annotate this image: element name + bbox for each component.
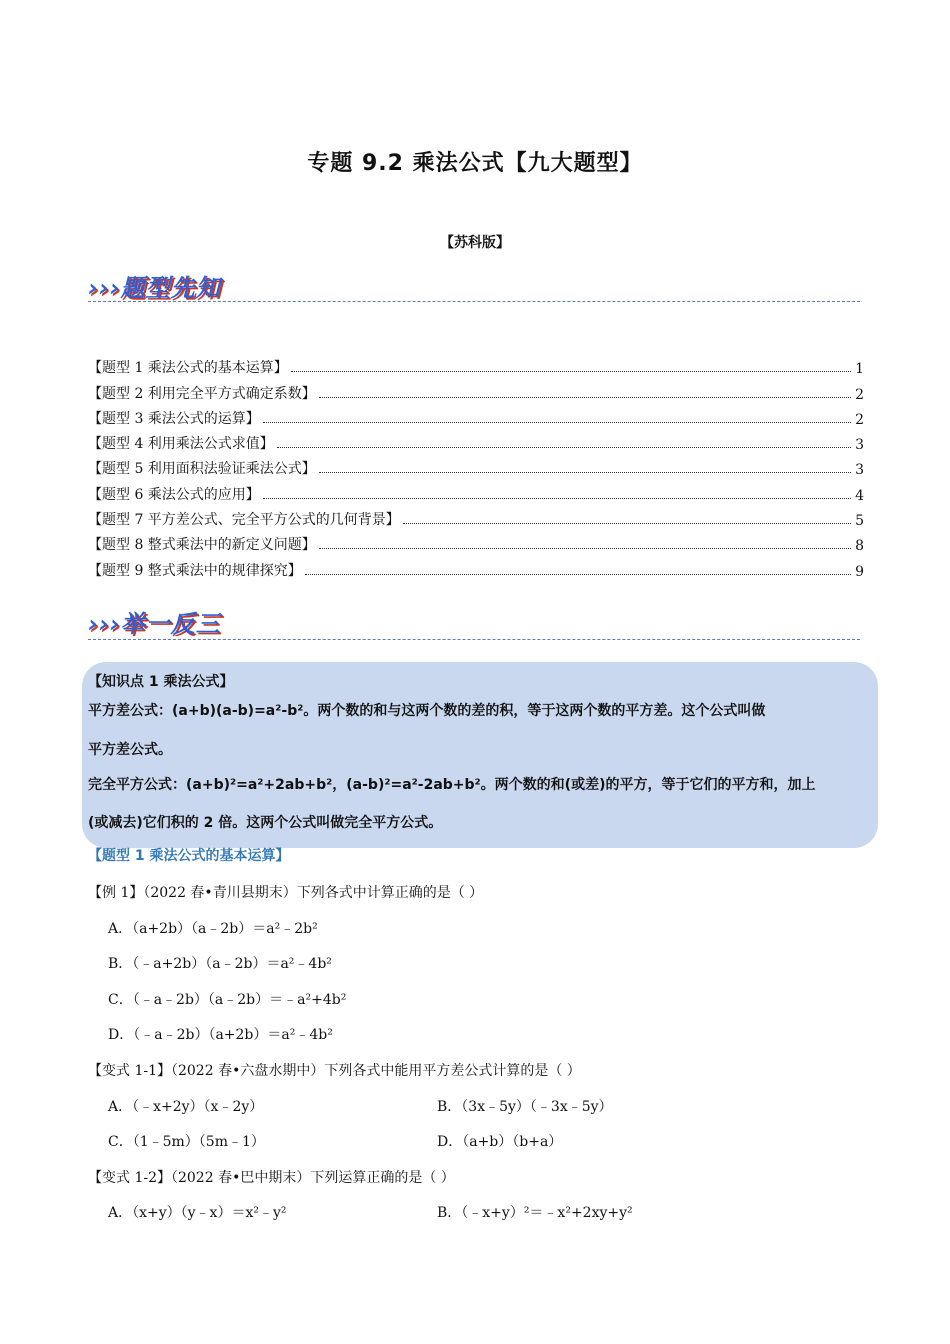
table-of-contents — [88, 352, 864, 580]
toc-label: 【题型 2 利用完全平方式确定系数】 — [88, 385, 316, 402]
toc-leader — [263, 497, 851, 499]
knowledge-text: 平方差公式。 — [88, 742, 172, 758]
toc-leader — [319, 471, 851, 473]
variant-stem: 【变式 1-2】（2022 春•巴中期末）下列运算正确的是（ ） — [88, 1170, 455, 1186]
toc-leader — [319, 396, 851, 398]
toc-leader — [263, 421, 851, 423]
toc-leader — [277, 446, 851, 448]
toc-page: 3 — [855, 462, 864, 479]
toc-item[interactable] — [88, 554, 864, 579]
toc-label: 【题型 8 整式乘法中的新定义问题】 — [88, 537, 316, 554]
knowledge-text: 完全平方公式：(a+b)²=a²+2ab+b²，(a-b)²=a²-2ab+b²。两个数的和(或差)的平方，等于它们的平方和，加上 — [88, 777, 816, 793]
banner-text: ›››举一反三 — [88, 610, 221, 638]
option-d: D．（a+b）（b+a） — [437, 1134, 563, 1150]
option-b: B．（3x﹣5y）（﹣3x﹣5y） — [437, 1099, 613, 1115]
option-b: B．（﹣a+2b）（a﹣2b）＝a²﹣4b² — [108, 956, 332, 972]
toc-leader — [319, 547, 851, 549]
toc-label: 【题型 7 平方差公式、完全平方公式的几何背景】 — [88, 512, 400, 529]
page-title: 专题 9.2 乘法公式【九大题型】 — [307, 151, 643, 176]
toc-page: 8 — [855, 538, 864, 555]
toc-page: 2 — [855, 386, 864, 403]
toc-item[interactable] — [88, 428, 864, 453]
toc-label: 【题型 3 乘法公式的运算】 — [88, 410, 260, 427]
toc-leader — [305, 573, 851, 575]
banner-text: ›››题型先知 — [88, 274, 221, 302]
edition-label: 【苏科版】 — [440, 235, 510, 251]
toc-item[interactable] — [88, 377, 864, 402]
option-d: D．（﹣a﹣2b）（a+2b）＝a²﹣4b² — [108, 1027, 333, 1043]
toc-page: 2 — [855, 411, 864, 428]
option-b: B．（﹣x+y）²＝﹣x²+2xy+y² — [437, 1205, 633, 1221]
toc-page: 9 — [855, 563, 864, 580]
toc-label: 【题型 1 乘法公式的基本运算】 — [88, 360, 288, 377]
toc-leader — [403, 522, 851, 524]
knowledge-text: 平方差公式：(a+b)(a-b)=a²-b²。两个数的和与这两个数的差的积，等于这两个数的平方差。这个公式叫做 — [88, 703, 766, 719]
option-a: A．（a+2b）（a﹣2b）＝a²﹣2b² — [108, 921, 318, 937]
option-c: C．（1﹣5m）（5m﹣1） — [108, 1134, 265, 1150]
toc-label: 【题型 9 整式乘法中的规律探究】 — [88, 562, 302, 579]
option-c: C．（﹣a﹣2b）（a﹣2b）＝﹣a²+4b² — [108, 992, 347, 1008]
toc-page: 3 — [855, 437, 864, 454]
toc-page: 5 — [855, 513, 864, 530]
option-a: A．（﹣x+2y）（x﹣2y） — [108, 1099, 264, 1115]
toc-label: 【题型 4 利用乘法公式求值】 — [88, 436, 274, 453]
toc-item[interactable] — [88, 453, 864, 478]
toc-item[interactable] — [88, 478, 864, 503]
toc-item[interactable] — [88, 504, 864, 529]
toc-page: 1 — [855, 361, 864, 378]
toc-item[interactable] — [88, 352, 864, 377]
section-divider — [88, 639, 860, 640]
option-a: A．（x+y）（y﹣x）＝x²﹣y² — [108, 1205, 287, 1221]
type-heading: 【题型 1 乘法公式的基本运算】 — [88, 848, 290, 864]
toc-label: 【题型 5 利用面积法验证乘法公式】 — [88, 461, 316, 478]
knowledge-heading: 【知识点 1 乘法公式】 — [88, 674, 234, 690]
toc-leader — [291, 370, 851, 372]
knowledge-text: (或减去)它们积的 2 倍。这两个公式叫做完全平方公式。 — [88, 815, 443, 831]
toc-item[interactable] — [88, 403, 864, 428]
toc-page: 4 — [855, 487, 864, 504]
toc-item[interactable] — [88, 529, 864, 554]
example-stem: 【例 1】（2022 春•青川县期末）下列各式中计算正确的是（ ） — [88, 885, 484, 901]
variant-stem: 【变式 1-1】（2022 春•六盘水期中）下列各式中能用平方差公式计算的是（ ） — [88, 1063, 581, 1079]
section-divider — [88, 301, 860, 302]
toc-label: 【题型 6 乘法公式的应用】 — [88, 486, 260, 503]
